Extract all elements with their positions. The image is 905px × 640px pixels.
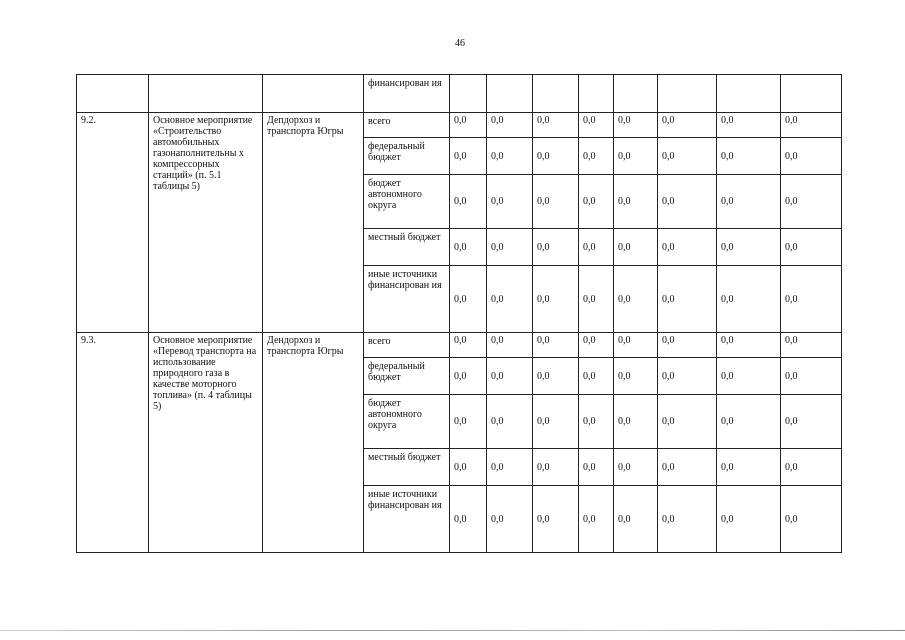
funding-source: иные источники финансирован ия [364,266,450,333]
funding-value: 0,0 [487,113,533,138]
funding-value: 0,0 [487,449,533,486]
name-cell [149,75,263,113]
funding-value: 0,0 [614,175,658,229]
funding-value: 0,0 [658,333,717,358]
funding-value: 0,0 [614,358,658,395]
funding-value: 0,0 [579,229,614,266]
funding-value: 0,0 [658,358,717,395]
value-cell [450,75,487,113]
funding-value: 0,0 [450,358,487,395]
funding-value: 0,0 [450,266,487,333]
funding-value: 0,0 [781,333,842,358]
funding-value: 0,0 [450,113,487,138]
funding-value: 0,0 [487,486,533,553]
funding-value: 0,0 [781,266,842,333]
funding-value: 0,0 [658,449,717,486]
funding-value: 0,0 [781,113,842,138]
funding-value: 0,0 [614,229,658,266]
funding-value: 0,0 [450,175,487,229]
funding-source: иные источники финансирован ия [364,486,450,553]
value-cell [533,75,579,113]
page-number: 46 [455,38,465,49]
program-funding-table [76,74,842,553]
funding-value: 0,0 [533,266,579,333]
funding-value: 0,0 [658,486,717,553]
funding-value: 0,0 [781,358,842,395]
funding-value: 0,0 [658,266,717,333]
funding-value: 0,0 [717,486,781,553]
funding-row [77,113,842,138]
funding-value: 0,0 [487,229,533,266]
funding-value: 0,0 [579,358,614,395]
funding-value: 0,0 [717,113,781,138]
funding-value: 0,0 [614,138,658,175]
value-cell [658,75,717,113]
funding-value: 0,0 [717,175,781,229]
executor-cell [263,75,364,113]
funding-value: 0,0 [614,395,658,449]
funding-value: 0,0 [614,486,658,553]
funding-value: 0,0 [487,175,533,229]
funding-value: 0,0 [717,266,781,333]
measure-name: Основное мероприятие «Перевод транспорта на использование природного газа в качестве моторного топлива» (п. 4 таблицы 5) [149,333,263,553]
funding-value: 0,0 [487,266,533,333]
measure-name: Основное мероприятие «Строительство автомобильных газонаполнительны х компрессорных станций» (п. 5.1 таблицы 5) [149,113,263,333]
funding-source: федеральный бюджет [364,358,450,395]
funding-value: 0,0 [533,358,579,395]
funding-value: 0,0 [450,333,487,358]
funding-value: 0,0 [614,333,658,358]
funding-value: 0,0 [717,395,781,449]
funding-value: 0,0 [781,138,842,175]
funding-value: 0,0 [487,138,533,175]
funding-value: 0,0 [658,138,717,175]
funding-value: 0,0 [450,138,487,175]
funding-value: 0,0 [717,358,781,395]
funding-value: 0,0 [579,486,614,553]
table-body [77,75,842,553]
funding-value: 0,0 [781,449,842,486]
funding-value: 0,0 [450,229,487,266]
number-cell [77,75,149,113]
funding-value: 0,0 [781,486,842,553]
funding-value: 0,0 [658,229,717,266]
funding-value: 0,0 [533,333,579,358]
measure-number: 9.2. [77,113,149,333]
measure-executor: Дендорхоз и транспорта Югры [263,333,364,553]
funding-value: 0,0 [717,333,781,358]
funding-value: 0,0 [717,229,781,266]
funding-value: 0,0 [533,395,579,449]
funding-value: 0,0 [579,113,614,138]
funding-value: 0,0 [614,266,658,333]
value-cell [487,75,533,113]
funding-value: 0,0 [658,175,717,229]
funding-row [77,333,842,358]
funding-value: 0,0 [487,358,533,395]
funding-source: местный бюджет [364,449,450,486]
funding-value: 0,0 [533,138,579,175]
funding-value: 0,0 [450,449,487,486]
funding-value: 0,0 [781,175,842,229]
continuation-row [77,75,842,113]
scan-edge-line [0,630,905,631]
funding-value: 0,0 [533,175,579,229]
measure-executor: Депдорхоз и транспорта Югры [263,113,364,333]
funding-value: 0,0 [781,395,842,449]
funding-source: всего [364,333,450,358]
funding-value: 0,0 [533,229,579,266]
funding-value: 0,0 [579,138,614,175]
funding-value: 0,0 [487,333,533,358]
funding-source: местный бюджет [364,229,450,266]
funding-value: 0,0 [450,395,487,449]
funding-source: федеральный бюджет [364,138,450,175]
funding-value: 0,0 [579,266,614,333]
measure-number: 9.3. [77,333,149,553]
funding-value: 0,0 [781,229,842,266]
funding-value: 0,0 [717,449,781,486]
funding-source-cell: финансирован ия [364,75,450,113]
funding-source: всего [364,113,450,138]
funding-value: 0,0 [717,138,781,175]
value-cell [717,75,781,113]
value-cell [614,75,658,113]
funding-value: 0,0 [658,113,717,138]
value-cell [579,75,614,113]
funding-value: 0,0 [533,486,579,553]
funding-value: 0,0 [579,333,614,358]
funding-value: 0,0 [579,449,614,486]
funding-value: 0,0 [579,395,614,449]
funding-value: 0,0 [533,449,579,486]
funding-value: 0,0 [533,113,579,138]
funding-source: бюджет автономного округа [364,175,450,229]
funding-value: 0,0 [579,175,614,229]
value-cell [781,75,842,113]
funding-source: бюджет автономного округа [364,395,450,449]
funding-value: 0,0 [658,395,717,449]
funding-value: 0,0 [487,395,533,449]
funding-value: 0,0 [614,449,658,486]
funding-value: 0,0 [614,113,658,138]
funding-value: 0,0 [450,486,487,553]
